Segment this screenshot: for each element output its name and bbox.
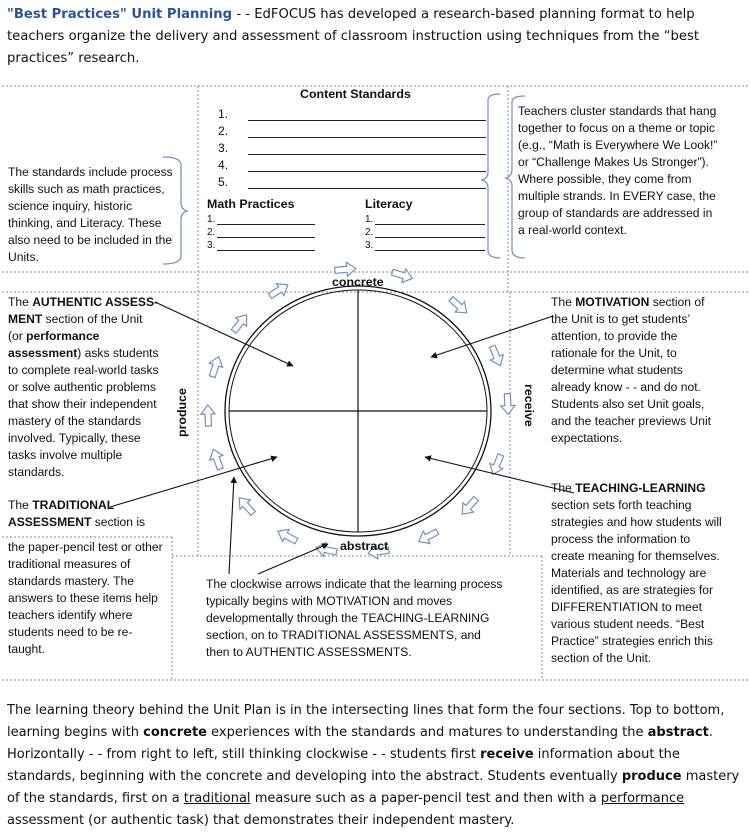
- standard-blank: [248, 125, 486, 138]
- text-segment: ) asks students to complete real-world tasks or solve authentic problems that show their independent mastery of the standards involved. Typically, these tasks involve multiple standards.: [8, 346, 159, 479]
- label-receive: receive: [522, 384, 536, 427]
- standards-cluster-note: Teachers cluster standards that hang together to focus on a theme or topic (e.g., “Math is Everywhere We Look!” or “Challenge Makes Us Stronger”). Where possible, they come from multiple strands. In EVERY case, the group of standards are addressed in a real-world context.: [518, 104, 718, 237]
- literacy-title: Literacy: [365, 197, 413, 211]
- clockwise-arrow-icon: [234, 493, 258, 518]
- literacy-blank: [375, 228, 485, 238]
- text-segment: assessment (or authentic task) that demonstrates their independent mastery.: [7, 813, 515, 828]
- literacy-number: 2.: [365, 227, 374, 238]
- performance-term: performance assessment: [8, 329, 100, 360]
- content-standards-list: [218, 104, 486, 189]
- traditional-term: TRADITIONAL ASSESSMENT: [8, 498, 114, 529]
- literacy-line-1[interactable]: [365, 212, 485, 225]
- standard-line-3[interactable]: [218, 138, 486, 155]
- standard-number: 5.: [218, 175, 229, 189]
- literacy-list: [365, 212, 485, 251]
- intro-text: - - EdFOCUS has developed a research-based planning format to help teachers organize the delivery and assessment of classroom instruction using techniques from the “best practices” research.: [7, 7, 700, 66]
- standard-number: 4.: [218, 158, 229, 172]
- math-number: 2.: [207, 227, 216, 238]
- clockwise-arrow-icon: [315, 541, 338, 559]
- math-line-3[interactable]: [207, 238, 315, 251]
- clockwise-arrow-icon: [275, 525, 300, 547]
- literacy-number: 1.: [365, 214, 374, 225]
- standard-number: 2.: [218, 124, 229, 138]
- traditional-assessment-continued: the paper-pencil test or other traditional measures of standards mastery. The answers to these items help teachers identify where students need to be re-taught.: [8, 540, 163, 656]
- label-abstract: abstract: [340, 539, 389, 553]
- math-blank: [217, 228, 315, 238]
- content-standards-title: Content Standards: [300, 87, 411, 101]
- math-number: 1.: [207, 214, 216, 225]
- standard-blank: [248, 176, 486, 189]
- text-segment: The: [551, 295, 576, 309]
- learning-theory-paragraph: [7, 700, 747, 832]
- abstract-term: abstract: [647, 725, 709, 740]
- standard-number: 3.: [218, 141, 229, 155]
- clockwise-note: The clockwise arrows indicate that the learning process typically begins with MOTIVATION and moves developmentally through the TEACHING-LEARNING section, on to TRADITIONAL ASSESSMENTS, and then to AUTHENTIC ASSESSMENTS.: [206, 577, 503, 659]
- motivation-note: [551, 294, 717, 447]
- authentic-assessment-note: [8, 294, 160, 481]
- concrete-term: concrete: [143, 725, 207, 740]
- text-segment: The: [8, 498, 33, 512]
- standard-number: 1.: [218, 107, 229, 121]
- clockwise-arrow-icon: [457, 494, 481, 519]
- pointer-arrows: [110, 302, 574, 574]
- authentic-pointer: [155, 302, 293, 366]
- authentic-term: AUTHENTIC ASSESS-MENT: [8, 295, 159, 326]
- text-segment: The learning theory behind the Unit Plan is in the intersecting lines that form the four sections. Top to bottom, learning begins with: [7, 703, 725, 740]
- standard-line-4[interactable]: [218, 155, 486, 172]
- math-blank: [217, 215, 315, 225]
- text-segment: section sets forth teaching strategies and how students will process the information to create meaning for themselves. Materials and technology are identified, as are strategies for DIFFERENTIATION to meet various student needs. “Best Practice” strategies enrich this section of the Unit.: [551, 498, 722, 665]
- literacy-number: 3.: [365, 240, 374, 251]
- standard-line-2[interactable]: [218, 121, 486, 138]
- text-segment: section of the Unit (or: [8, 312, 143, 343]
- clockwise-arrow-icon: [500, 393, 515, 415]
- traditional-term: traditional: [183, 791, 251, 806]
- clockwise-arrow-icon: [201, 405, 216, 426]
- text-segment: The: [551, 481, 576, 495]
- performance-term: performance: [600, 791, 685, 806]
- clockwise-arrow-icon: [486, 344, 507, 369]
- clockwise-pointer-2: [258, 544, 328, 574]
- teaching-term: TEACHING-LEARNING: [575, 481, 706, 495]
- clockwise-pointer-1: [229, 477, 234, 574]
- clockwise-arrow-icon: [390, 266, 414, 286]
- clockwise-arrow-icon: [207, 447, 227, 472]
- receive-term: receive: [480, 747, 534, 762]
- literacy-blank: [375, 215, 485, 225]
- literacy-line-2[interactable]: [365, 225, 485, 238]
- math-practices-title: Math Practices: [207, 197, 295, 211]
- label-produce: produce: [175, 388, 189, 437]
- clockwise-arrow-icon: [206, 354, 226, 378]
- literacy-blank: [375, 241, 485, 251]
- standard-blank: [248, 108, 486, 121]
- traditional-assessment-note: [8, 497, 168, 531]
- standard-line-1[interactable]: [218, 104, 486, 121]
- text-segment: mastery of the standards, first on a: [7, 769, 740, 806]
- standard-line-5[interactable]: [218, 172, 486, 189]
- math-line-2[interactable]: [207, 225, 315, 238]
- text-segment: section of the Unit is to get students’ attention, to provide the rationale for the Unit, to determine what students already know - - and do not. Students also set Unit goals, and the teacher previews Unit expectations.: [551, 295, 711, 445]
- literacy-line-3[interactable]: [365, 238, 485, 251]
- math-blank: [217, 241, 315, 251]
- math-practices-list: [207, 212, 315, 251]
- clockwise-arrow-icon: [446, 294, 471, 318]
- clockwise-arrow-icon: [486, 452, 507, 477]
- label-concrete: concrete: [332, 275, 384, 289]
- text-segment: experiences with the standards and matures to understanding the: [207, 725, 648, 740]
- standard-blank: [248, 142, 486, 155]
- clockwise-arrow-icon: [228, 311, 252, 336]
- math-line-1[interactable]: [207, 212, 315, 225]
- teaching-learning-note: [551, 480, 723, 667]
- text-segment: section is: [91, 515, 146, 529]
- intro-title: "Best Practices" Unit Planning: [7, 7, 233, 22]
- math-number: 3.: [207, 240, 216, 251]
- text-segment: measure such as a paper-pencil test and then with a: [250, 791, 601, 806]
- text-segment: The: [8, 295, 33, 309]
- text-segment: . Horizontally - - from right to left, still thinking clockwise - - students first: [7, 725, 713, 762]
- produce-term: produce: [621, 769, 682, 784]
- standard-blank: [248, 159, 486, 172]
- clockwise-arrow-icon: [266, 279, 291, 302]
- clockwise-arrow-icon: [415, 526, 440, 548]
- process-skills-note: The standards include process skills such as math practices, science inquiry, historic thinking, and Literacy. These also need to be included in the Units.: [8, 165, 173, 264]
- motivation-term: MOTIVATION: [575, 295, 650, 309]
- text-segment: information about the standards, beginning with the concrete and developing into the abstract. Students eventually: [7, 747, 680, 784]
